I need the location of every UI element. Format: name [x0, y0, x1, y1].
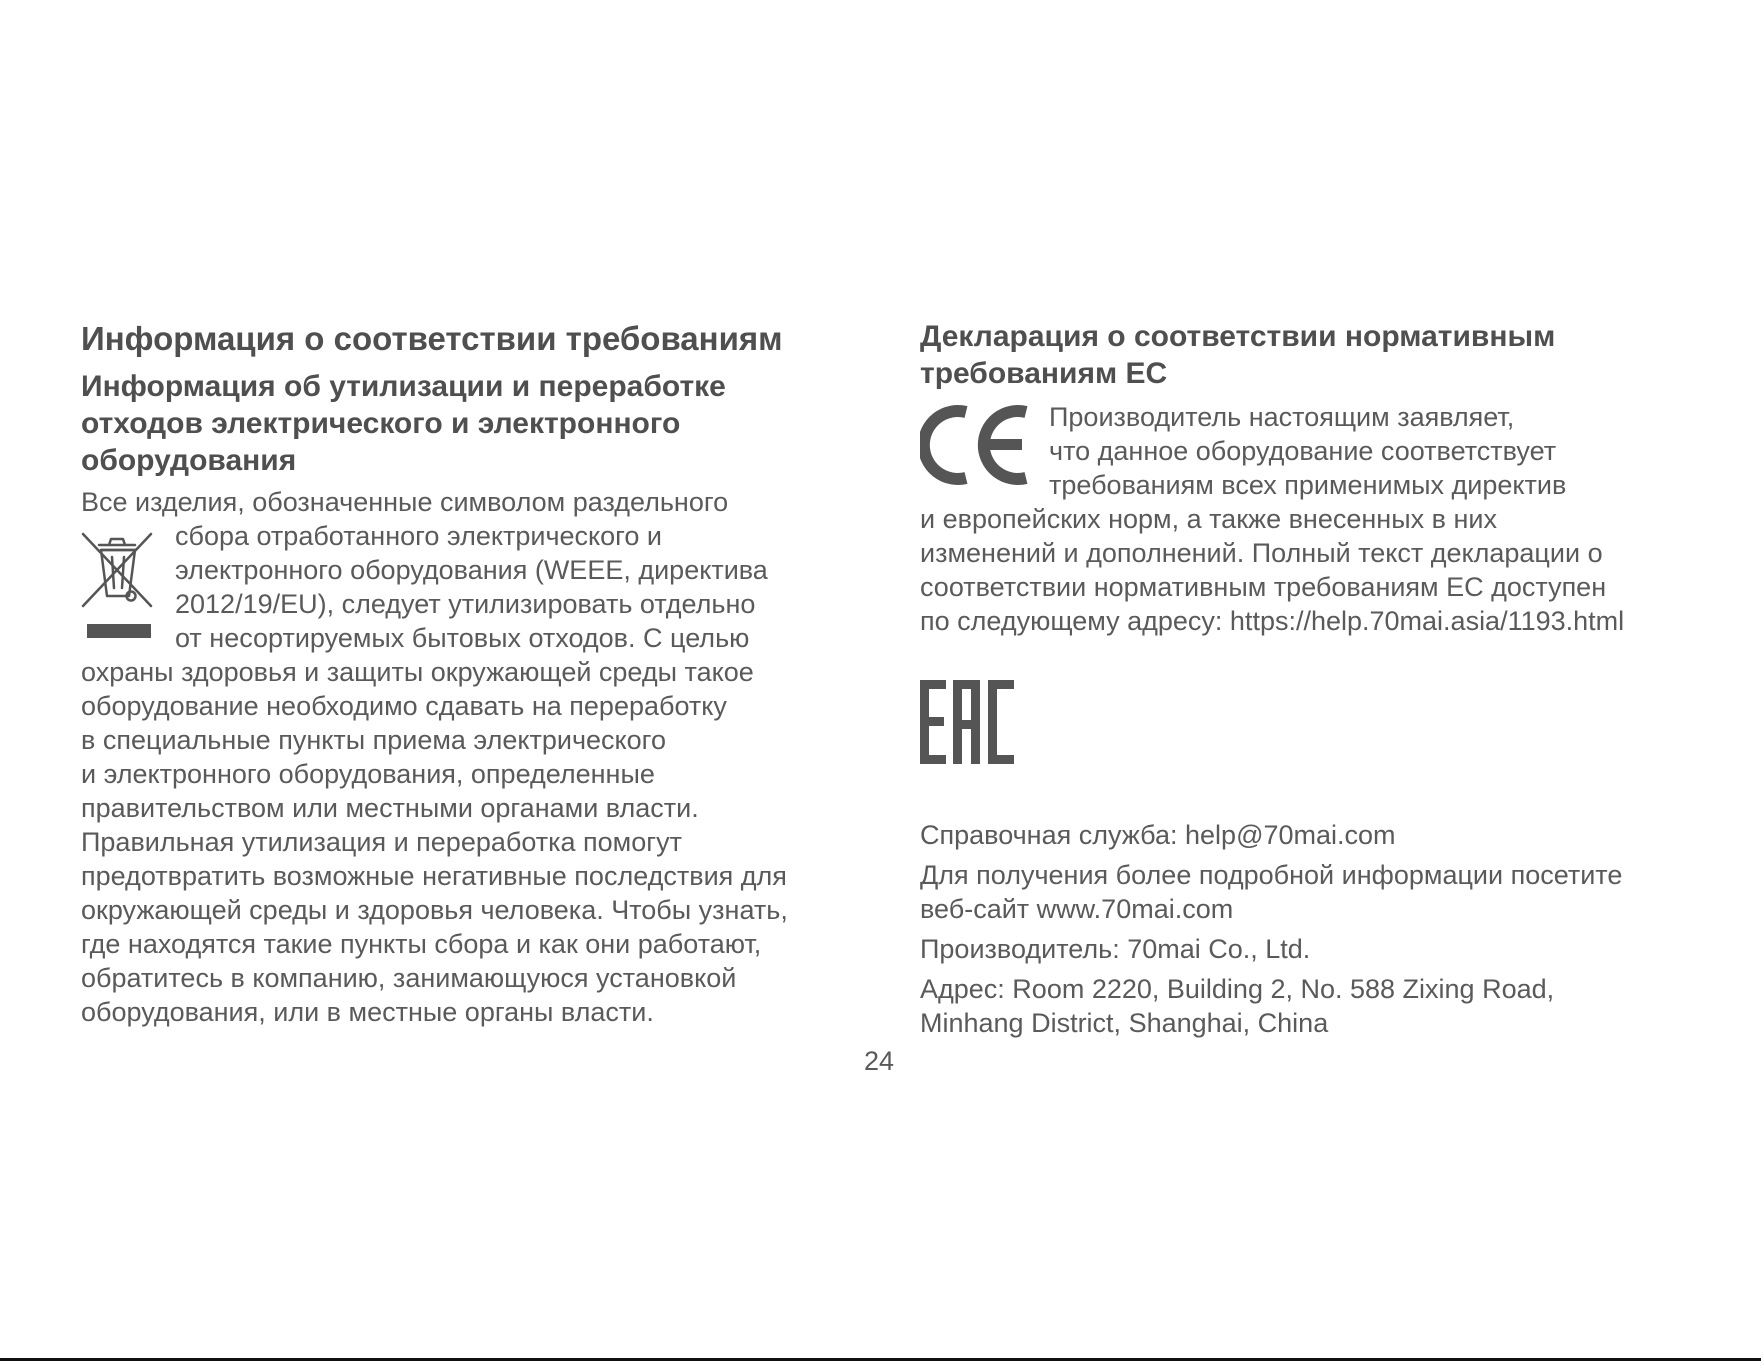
weee-subheading-line: Информация об утилизации и переработке — [81, 370, 726, 403]
more-info-line: Для получения более подробной информации посетите — [920, 860, 1623, 890]
weee-body-line: и электронного оборудования, определенные — [81, 759, 655, 789]
weee-body-line: в специальные пункты приема электрического — [81, 725, 666, 755]
address-line: Адрес: Room 2220, Building 2, No. 588 Zixing Road, — [920, 974, 1555, 1004]
crossed-out-wheelie-bin-icon — [81, 530, 153, 644]
weee-body-line: охраны здоровья и защиты окружающей среды такое — [81, 657, 754, 687]
weee-body-line: где находятся такие пункты сбора и как они работают, — [81, 929, 762, 959]
weee-body-line: окружающей среды и здоровья человека. Чтобы узнать, — [81, 895, 788, 925]
address — [920, 972, 1680, 1040]
address-line: Minhang District, Shanghai, China — [920, 1008, 1329, 1038]
eu-body-line: соответствии нормативным требованиям ЕС доступен — [920, 572, 1607, 602]
weee-section — [81, 318, 851, 1029]
contact-info — [920, 818, 1680, 1046]
eac-mark-icon — [920, 680, 1014, 764]
compliance-heading: Информация о соответствии требованиям — [81, 320, 783, 357]
weee-body-line: оборудования, или в местные органы власти. — [81, 997, 654, 1027]
eu-body-line: и европейских норм, а также внесенных в них — [920, 504, 1497, 534]
eu-body-line: что данное оборудование соответствует — [1049, 436, 1557, 466]
ce-mark-icon — [920, 404, 1032, 486]
weee-subheading-line: оборудования — [81, 444, 297, 477]
more-info-line: веб-сайт www.70mai.com — [920, 894, 1234, 924]
eu-body-line: по следующему адресу: https://help.70mai.asia/1193.html — [920, 606, 1625, 636]
eu-heading-line: Декларация о соответствии нормативным — [920, 320, 1556, 353]
weee-subheading-line: отходов электрического и электронного — [81, 407, 681, 440]
page-number: 24 — [864, 1046, 895, 1076]
more-info — [920, 858, 1680, 926]
weee-body-line: правительством или местными органами власти. — [81, 793, 699, 823]
weee-body-line: электронного оборудования (WEEE, директива — [175, 555, 768, 585]
weee-body-line: Правильная утилизация и переработка помогут — [81, 827, 682, 857]
weee-body-line: оборудование необходимо сдавать на переработку — [81, 691, 727, 721]
weee-body-line: предотвратить возможные негативные последствия для — [81, 861, 787, 891]
weee-body-line: обратитесь в компанию, занимающуюся установкой — [81, 963, 737, 993]
weee-body-line: 2012/19/EU), следует утилизировать отдельно — [175, 589, 756, 619]
weee-subheading — [81, 368, 851, 479]
weee-body-line: сбора отработанного электрического и — [175, 521, 663, 551]
eu-body-line: изменений и дополнений. Полный текст декларации о — [920, 538, 1603, 568]
eu-heading-line: требованиям ЕС — [920, 357, 1168, 390]
weee-body-line: от несортируемых бытовых отходов. С целью — [175, 623, 750, 653]
eu-declaration-heading — [920, 318, 1680, 392]
manufacturer: Производитель: 70mai Co., Ltd. — [920, 934, 1311, 964]
weee-body-line: Все изделия, обозначенные символом раздельного — [81, 487, 729, 517]
eu-body-line: требованиям всех применимых директив — [1049, 470, 1567, 500]
support-contact: Справочная служба: help@70mai.com — [920, 820, 1396, 850]
eu-body-line: Производитель настоящим заявляет, — [1049, 402, 1515, 432]
eu-declaration-section — [920, 318, 1680, 1038]
